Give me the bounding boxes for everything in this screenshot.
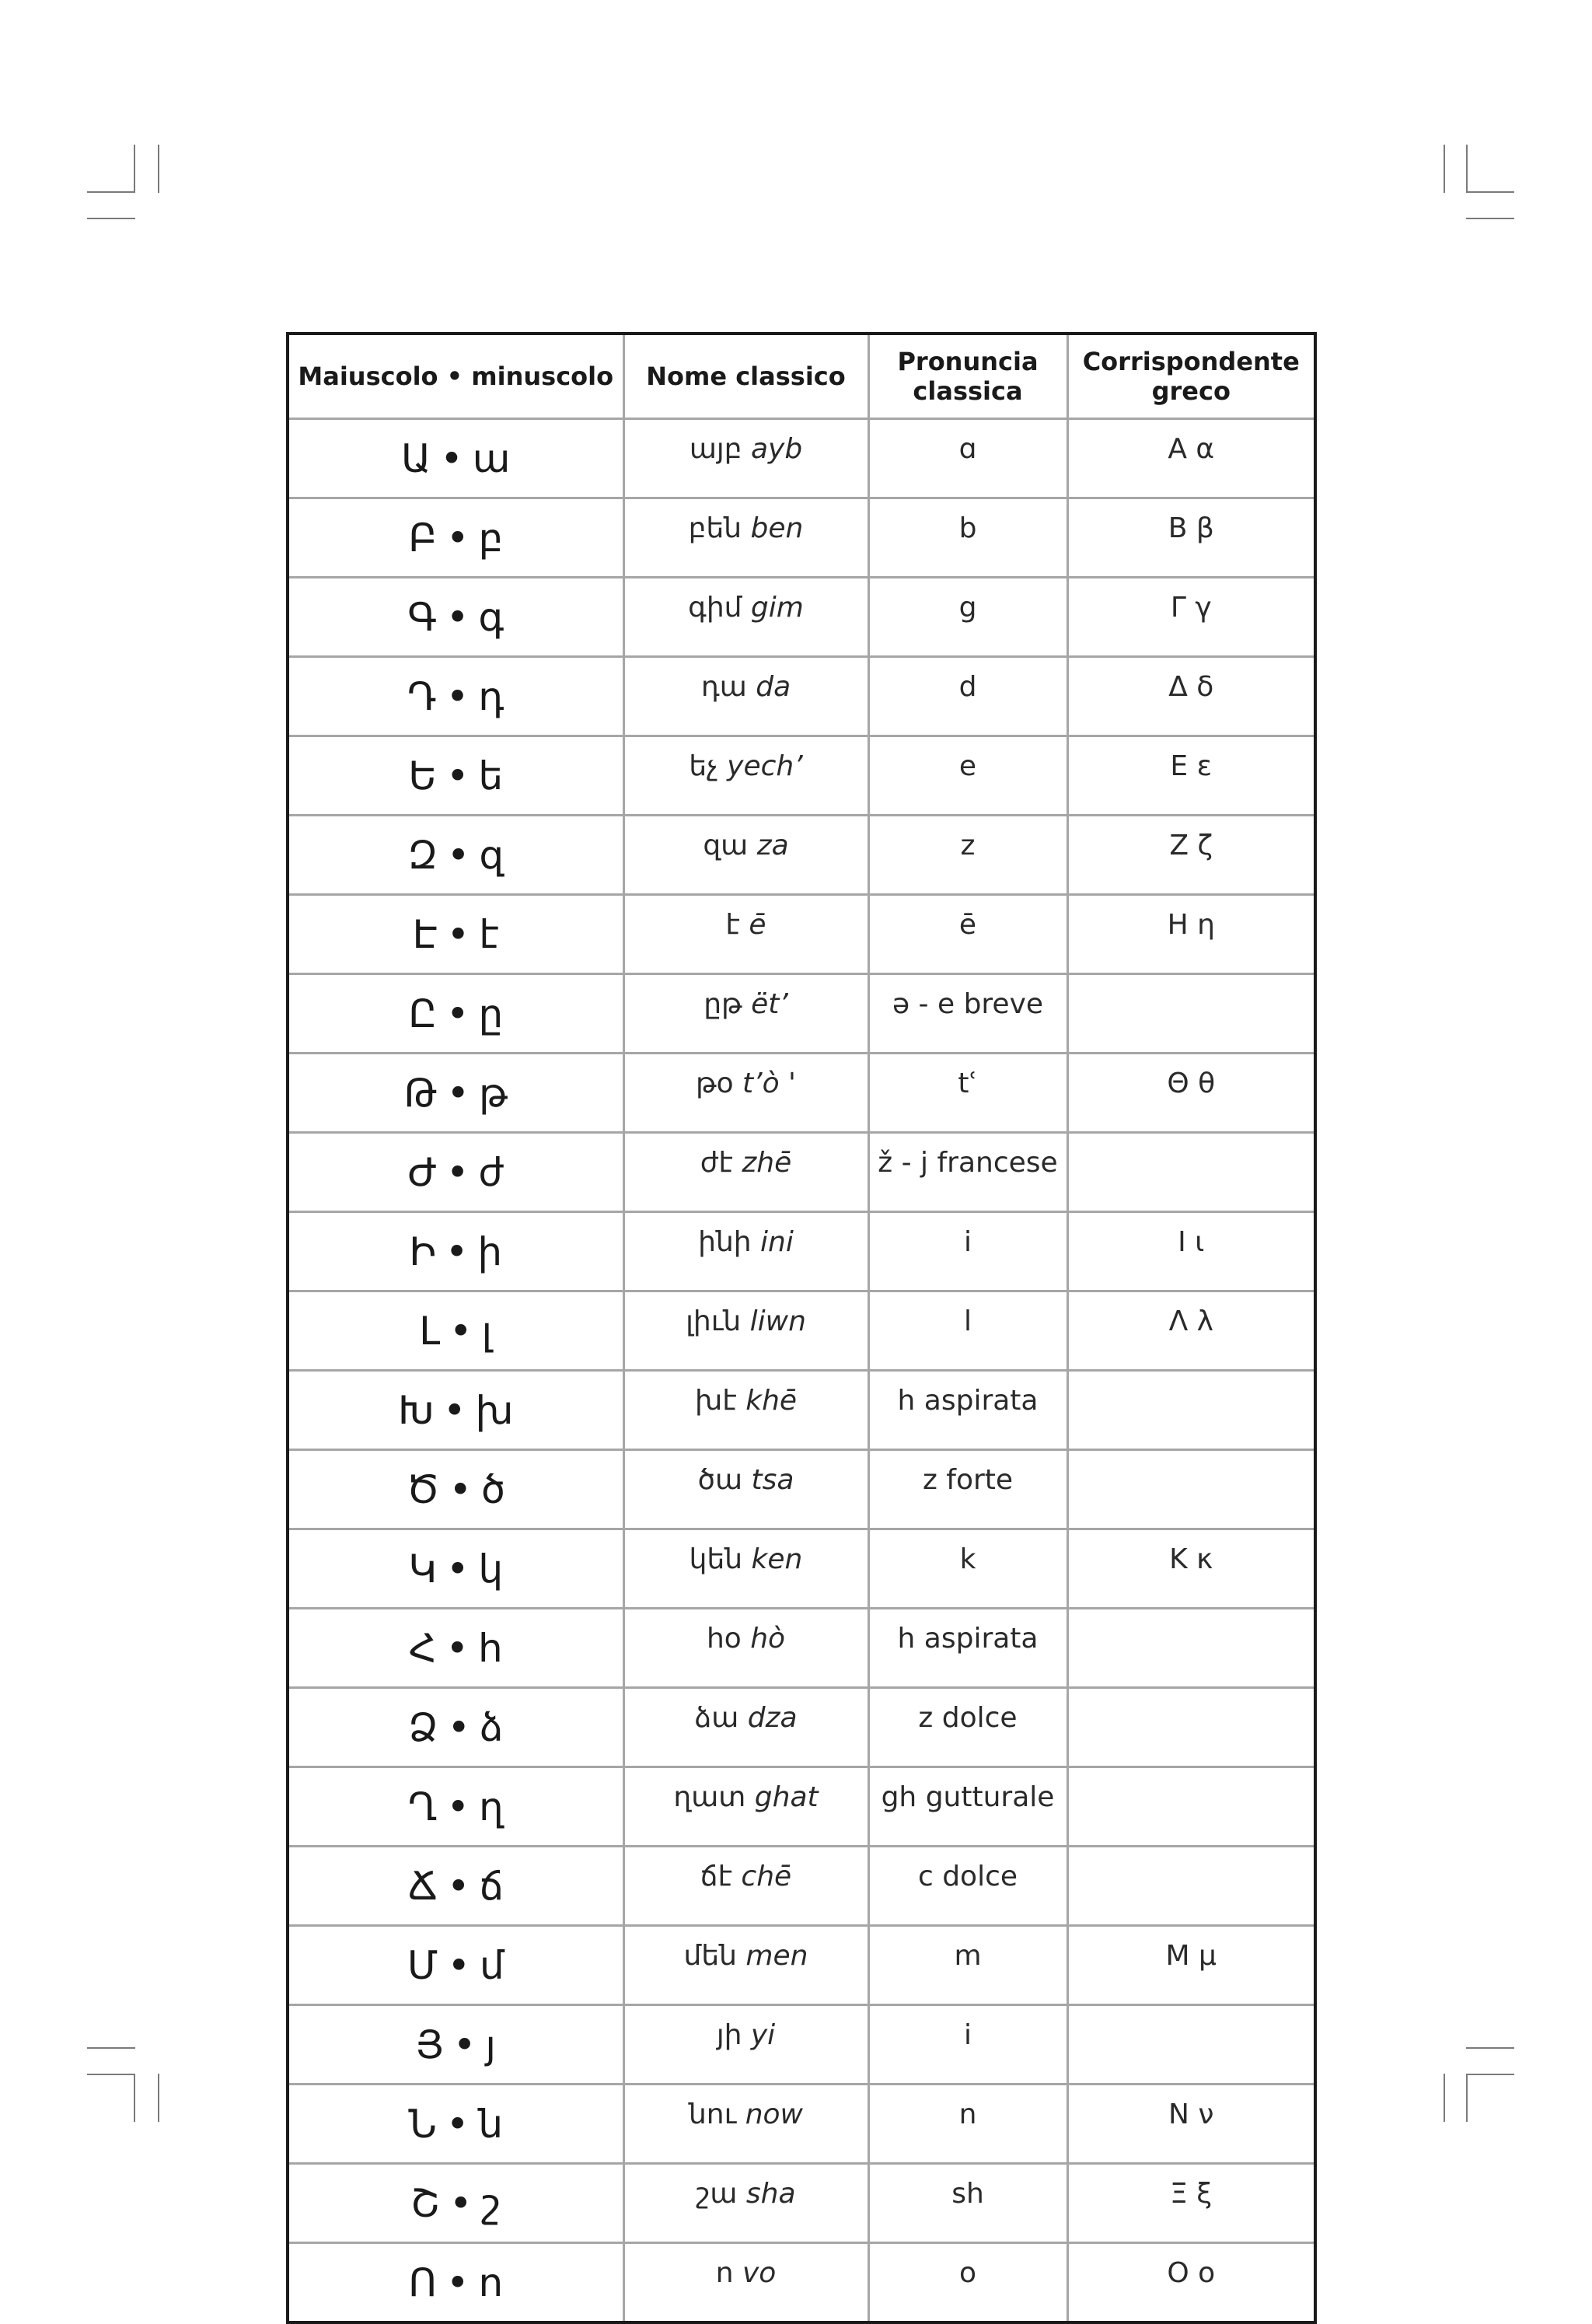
greek-cell: Ε ε	[1067, 736, 1315, 816]
classical-name-cell	[623, 1847, 868, 1926]
name-transliteration: tsa	[751, 1464, 794, 1496]
letter-pair-cell	[288, 1688, 623, 1767]
greek-cell: Μ μ	[1067, 1926, 1315, 2005]
letter-pair-cell	[288, 736, 623, 816]
table-row	[288, 657, 1315, 736]
letter-pair-cell	[288, 2243, 623, 2323]
uppercase-letter: Շ	[410, 2180, 440, 2226]
table-body	[288, 419, 1315, 2323]
pronunciation-cell: z	[868, 816, 1067, 895]
name-armenian: ծա	[697, 1464, 743, 1496]
bullet-separator-icon: •	[446, 911, 470, 957]
name-armenian: ինի	[698, 1226, 752, 1258]
letter-pair-cell	[288, 1133, 623, 1212]
pronunciation-cell: b	[868, 498, 1067, 578]
crop-mark-top-left-h1	[87, 191, 135, 193]
lowercase-letter: ղ	[478, 1784, 504, 1829]
name-transliteration: chē	[741, 1861, 792, 1892]
greek-cell: Α α	[1067, 419, 1315, 498]
greek-cell: Ξ ξ	[1067, 2164, 1315, 2243]
letter-pair-cell	[288, 498, 623, 578]
lowercase-letter: ո	[478, 2259, 504, 2305]
table-row	[288, 1291, 1315, 1371]
pronunciation-cell: ə - e breve	[868, 974, 1067, 1054]
letter-pair-cell	[288, 1609, 623, 1688]
lowercase-letter: լ	[481, 1308, 493, 1354]
name-transliteration: ken	[751, 1543, 803, 1575]
letter-pair-cell	[288, 419, 623, 498]
bullet-separator-icon: •	[445, 991, 470, 1036]
name-armenian: զա	[703, 830, 749, 861]
name-armenian: ձա	[694, 1702, 739, 1734]
uppercase-letter: Դ	[407, 673, 437, 719]
greek-cell: Δ δ	[1067, 657, 1315, 736]
greek-cell	[1067, 1371, 1315, 1450]
greek-cell	[1067, 1609, 1315, 1688]
name-armenian: ո	[715, 2257, 734, 2289]
classical-name-cell	[623, 2005, 868, 2085]
name-armenian: լիւն	[686, 1305, 742, 1337]
bullet-separator-icon: •	[446, 1070, 470, 1116]
name-transliteration: ben	[750, 512, 804, 544]
uppercase-letter: Մ	[407, 1942, 438, 1988]
lowercase-letter: է	[479, 911, 499, 957]
name-transliteration: za	[756, 830, 789, 861]
greek-cell: Ι ι	[1067, 1212, 1315, 1291]
header-classical-name: Nome classico	[623, 334, 868, 419]
table-row	[288, 1054, 1315, 1133]
lowercase-letter: զ	[479, 832, 504, 878]
table-row	[288, 1212, 1315, 1291]
pronunciation-cell: tʿ	[868, 1054, 1067, 1133]
greek-cell	[1067, 2005, 1315, 2085]
classical-name-cell	[623, 1054, 868, 1133]
uppercase-letter: Լ	[419, 1308, 441, 1354]
table-row	[288, 1926, 1315, 2005]
greek-cell: Ο ο	[1067, 2243, 1315, 2323]
table-row	[288, 974, 1315, 1054]
uppercase-letter: Յ	[415, 2022, 444, 2067]
pronunciation-cell: z forte	[868, 1450, 1067, 1529]
pronunciation-cell: m	[868, 1926, 1067, 2005]
table-row	[288, 895, 1315, 974]
uppercase-letter: Ն	[408, 2101, 437, 2147]
table-row	[288, 578, 1315, 657]
name-armenian: այբ	[689, 433, 742, 465]
name-transliteration: yech’	[727, 750, 803, 782]
bullet-separator-icon: •	[445, 1546, 470, 1592]
greek-cell	[1067, 1450, 1315, 1529]
bullet-separator-icon: •	[449, 1466, 473, 1512]
lowercase-letter: ծ	[481, 1466, 506, 1512]
classical-name-cell	[623, 498, 868, 578]
pronunciation-cell: gh gutturale	[868, 1767, 1067, 1847]
uppercase-letter: Ի	[409, 1228, 436, 1274]
classical-name-cell	[623, 2085, 868, 2164]
name-armenian: դա	[700, 671, 747, 703]
classical-name-cell	[623, 1450, 868, 1529]
greek-cell	[1067, 1688, 1315, 1767]
table-row	[288, 419, 1315, 498]
crop-mark-top-left-v1	[134, 145, 135, 193]
name-transliteration: zhē	[742, 1147, 792, 1179]
table-row	[288, 1371, 1315, 1450]
pronunciation-cell: n	[868, 2085, 1067, 2164]
bullet-separator-icon: •	[445, 1228, 469, 1274]
table-row	[288, 1767, 1315, 1847]
name-armenian: կեն	[689, 1543, 743, 1575]
name-armenian: եչ	[689, 750, 718, 782]
table-row	[288, 736, 1315, 816]
bullet-separator-icon: •	[447, 1704, 470, 1750]
table-row	[288, 1847, 1315, 1926]
armenian-alphabet-table	[286, 332, 1317, 2324]
name-transliteration: da	[756, 671, 791, 703]
letter-pair-cell	[288, 578, 623, 657]
uppercase-letter: Ո	[408, 2259, 437, 2305]
name-armenian: շա	[696, 2178, 738, 2210]
name-transliteration: men	[745, 1940, 808, 1972]
bullet-separator-icon: •	[446, 1784, 470, 1829]
crop-mark-bottom-right-h1	[1466, 2047, 1514, 2049]
name-armenian: բեն	[688, 512, 742, 544]
classical-name-cell	[623, 816, 868, 895]
letter-pair-cell	[288, 1926, 623, 2005]
crop-mark-bottom-left-v2	[158, 2074, 159, 2122]
crop-mark-bottom-right-v1	[1444, 2074, 1445, 2122]
classical-name-cell	[623, 1371, 868, 1450]
name-transliteration: ayb	[750, 433, 803, 465]
name-armenian: ղատ	[673, 1781, 746, 1813]
classical-name-cell	[623, 578, 868, 657]
classical-name-cell	[623, 657, 868, 736]
pronunciation-cell: e	[868, 736, 1067, 816]
table-row	[288, 1450, 1315, 1529]
header-case: Maiuscolo • minuscolo	[288, 334, 623, 419]
bullet-separator-icon: •	[440, 435, 463, 481]
greek-cell	[1067, 974, 1315, 1054]
bullet-separator-icon: •	[445, 515, 470, 561]
table-row	[288, 1529, 1315, 1609]
bullet-separator-icon: •	[445, 673, 470, 719]
pronunciation-cell: ɑ	[868, 419, 1067, 498]
letter-pair-cell	[288, 974, 623, 1054]
classical-name-cell	[623, 1133, 868, 1212]
letter-pair-cell	[288, 1054, 623, 1133]
crop-mark-bottom-left-h1	[87, 2047, 135, 2049]
lowercase-letter: ճ	[479, 1863, 504, 1909]
uppercase-letter: Ժ	[407, 1149, 437, 1195]
uppercase-letter: Ղ	[407, 1784, 438, 1829]
bullet-separator-icon: •	[445, 753, 470, 799]
uppercase-letter: Թ	[403, 1070, 438, 1116]
bullet-separator-icon: •	[443, 1387, 466, 1433]
classical-name-cell	[623, 1291, 868, 1371]
uppercase-letter: Խ	[397, 1387, 435, 1433]
pronunciation-cell: c dolce	[868, 1847, 1067, 1926]
table-row	[288, 1133, 1315, 1212]
classical-name-cell	[623, 1529, 868, 1609]
lowercase-letter: ձ	[479, 1704, 504, 1750]
uppercase-letter: Ը	[408, 991, 437, 1036]
name-armenian: ժէ	[700, 1147, 733, 1179]
classical-name-cell	[623, 1212, 868, 1291]
letter-pair-cell	[288, 1212, 623, 1291]
uppercase-letter: Ծ	[406, 1466, 440, 1512]
greek-cell: Ν ν	[1067, 2085, 1315, 2164]
pronunciation-cell: i	[868, 2005, 1067, 2085]
name-transliteration: vo	[742, 2257, 777, 2289]
crop-mark-top-right-v2	[1466, 145, 1468, 193]
crop-mark-bottom-right-h2	[1466, 2074, 1514, 2075]
lowercase-letter: մ	[479, 1942, 504, 1988]
uppercase-letter: Զ	[407, 832, 438, 878]
crop-mark-top-left-v2	[158, 145, 159, 193]
lowercase-letter: թ	[479, 1070, 508, 1116]
pronunciation-cell: h aspirata	[868, 1609, 1067, 1688]
lowercase-letter: գ	[478, 594, 504, 640]
classical-name-cell	[623, 1926, 868, 2005]
classical-name-cell	[623, 419, 868, 498]
letter-pair-cell	[288, 1847, 623, 1926]
name-armenian: խէ	[694, 1385, 737, 1417]
name-armenian: ճէ	[700, 1861, 732, 1892]
lowercase-letter: ը	[478, 991, 504, 1036]
name-transliteration: ët’	[751, 988, 788, 1020]
table-header-row	[288, 334, 1315, 419]
letter-pair-cell	[288, 1371, 623, 1450]
pronunciation-cell: l	[868, 1291, 1067, 1371]
uppercase-letter: Բ	[408, 515, 437, 561]
name-armenian: մեն	[683, 1940, 737, 1972]
letter-pair-cell	[288, 1529, 623, 1609]
name-transliteration: t’ò '	[742, 1068, 796, 1099]
table-row	[288, 2243, 1315, 2323]
name-transliteration: khē	[745, 1385, 798, 1417]
classical-name-cell	[623, 895, 868, 974]
lowercase-letter: դ	[478, 673, 504, 719]
greek-cell	[1067, 1767, 1315, 1847]
lowercase-letter: ժ	[478, 1149, 504, 1195]
crop-mark-bottom-left-v1	[134, 2074, 135, 2122]
name-transliteration: gim	[750, 592, 804, 624]
crop-mark-top-left-h2	[87, 218, 135, 219]
lowercase-letter: կ	[478, 1546, 504, 1592]
lowercase-letter: շ	[481, 2180, 501, 2226]
uppercase-letter: Ե	[408, 753, 437, 799]
bullet-separator-icon: •	[449, 1308, 473, 1354]
uppercase-letter: Է	[412, 911, 438, 957]
pronunciation-cell: g	[868, 578, 1067, 657]
pronunciation-cell: h aspirata	[868, 1371, 1067, 1450]
uppercase-letter: Ձ	[408, 1704, 438, 1750]
bullet-separator-icon: •	[446, 832, 470, 878]
uppercase-letter: Հ	[408, 1625, 437, 1671]
table-row	[288, 2005, 1315, 2085]
name-transliteration: yi	[750, 2019, 776, 2051]
pronunciation-cell: z dolce	[868, 1688, 1067, 1767]
header-classical-pronunciation: Pronuncia classica	[868, 334, 1067, 419]
uppercase-letter: Ա	[400, 435, 431, 481]
bullet-separator-icon: •	[452, 2022, 477, 2067]
bullet-separator-icon: •	[445, 594, 470, 640]
pronunciation-cell: o	[868, 2243, 1067, 2323]
name-transliteration: now	[745, 2099, 804, 2130]
crop-mark-top-right-v1	[1444, 145, 1445, 193]
bullet-separator-icon: •	[446, 1863, 470, 1909]
bullet-separator-icon: •	[445, 2259, 470, 2305]
greek-cell: Θ θ	[1067, 1054, 1315, 1133]
classical-name-cell	[623, 1609, 868, 1688]
classical-name-cell	[623, 1767, 868, 1847]
pronunciation-cell: d	[868, 657, 1067, 736]
greek-cell: Η η	[1067, 895, 1315, 974]
uppercase-letter: Ճ	[407, 1863, 438, 1909]
crop-mark-bottom-left-h2	[87, 2074, 135, 2075]
name-armenian: նու	[688, 2099, 737, 2130]
table-row	[288, 498, 1315, 578]
letter-pair-cell	[288, 2005, 623, 2085]
lowercase-letter: ն	[478, 2101, 504, 2147]
header-greek-correspondent: Corrispondente greco	[1067, 334, 1315, 419]
classical-name-cell	[623, 2243, 868, 2323]
name-armenian: հօ	[706, 1623, 742, 1655]
letter-pair-cell	[288, 1450, 623, 1529]
name-transliteration: sha	[745, 2178, 796, 2210]
name-armenian: թօ	[696, 1068, 734, 1099]
lowercase-letter: բ	[478, 515, 504, 561]
greek-cell	[1067, 1847, 1315, 1926]
greek-cell: Β β	[1067, 498, 1315, 578]
lowercase-letter: ա	[472, 435, 511, 481]
lowercase-letter: հ	[478, 1625, 503, 1671]
greek-cell: Λ λ	[1067, 1291, 1315, 1371]
pronunciation-cell: sh	[868, 2164, 1067, 2243]
lowercase-letter: ի	[477, 1228, 503, 1274]
name-armenian: գիմ	[688, 592, 742, 624]
name-armenian: յի	[716, 2019, 742, 2051]
uppercase-letter: Գ	[407, 594, 437, 640]
crop-mark-bottom-right-v2	[1466, 2074, 1468, 2122]
bullet-separator-icon: •	[445, 1625, 470, 1671]
pronunciation-cell: i	[868, 1212, 1067, 1291]
letter-pair-cell	[288, 657, 623, 736]
name-armenian: ըթ	[703, 988, 742, 1020]
crop-mark-top-right-h2	[1466, 218, 1514, 219]
name-armenian: է	[725, 909, 740, 941]
greek-cell	[1067, 1133, 1315, 1212]
crop-mark-top-right-h1	[1466, 191, 1514, 193]
pronunciation-cell: ē	[868, 895, 1067, 974]
bullet-separator-icon: •	[447, 1942, 470, 1988]
lowercase-letter: յ	[485, 2022, 496, 2067]
table-row	[288, 816, 1315, 895]
lowercase-letter: խ	[475, 1387, 514, 1433]
letter-pair-cell	[288, 895, 623, 974]
classical-name-cell	[623, 974, 868, 1054]
greek-cell: Κ κ	[1067, 1529, 1315, 1609]
letter-pair-cell	[288, 1767, 623, 1847]
bullet-separator-icon: •	[445, 2101, 470, 2147]
name-transliteration: ini	[760, 1226, 794, 1258]
classical-name-cell	[623, 736, 868, 816]
uppercase-letter: Կ	[408, 1546, 437, 1592]
greek-cell: Γ γ	[1067, 578, 1315, 657]
letter-pair-cell	[288, 1291, 623, 1371]
pronunciation-cell: ž - j francese	[868, 1133, 1067, 1212]
table-row	[288, 2085, 1315, 2164]
letter-pair-cell	[288, 2164, 623, 2243]
classical-name-cell	[623, 1688, 868, 1767]
table-row	[288, 1688, 1315, 1767]
pronunciation-cell: k	[868, 1529, 1067, 1609]
letter-pair-cell	[288, 816, 623, 895]
lowercase-letter: ե	[478, 753, 504, 799]
table-row	[288, 2164, 1315, 2243]
bullet-separator-icon: •	[445, 1149, 470, 1195]
name-transliteration: ē	[749, 909, 766, 941]
letter-pair-cell	[288, 2085, 623, 2164]
name-transliteration: hò	[750, 1623, 786, 1655]
name-transliteration: dza	[747, 1702, 798, 1734]
table-row	[288, 1609, 1315, 1688]
bullet-separator-icon: •	[449, 2180, 473, 2226]
greek-cell: Ζ ζ	[1067, 816, 1315, 895]
name-transliteration: liwn	[749, 1305, 806, 1337]
classical-name-cell	[623, 2164, 868, 2243]
name-transliteration: ghat	[754, 1781, 819, 1813]
